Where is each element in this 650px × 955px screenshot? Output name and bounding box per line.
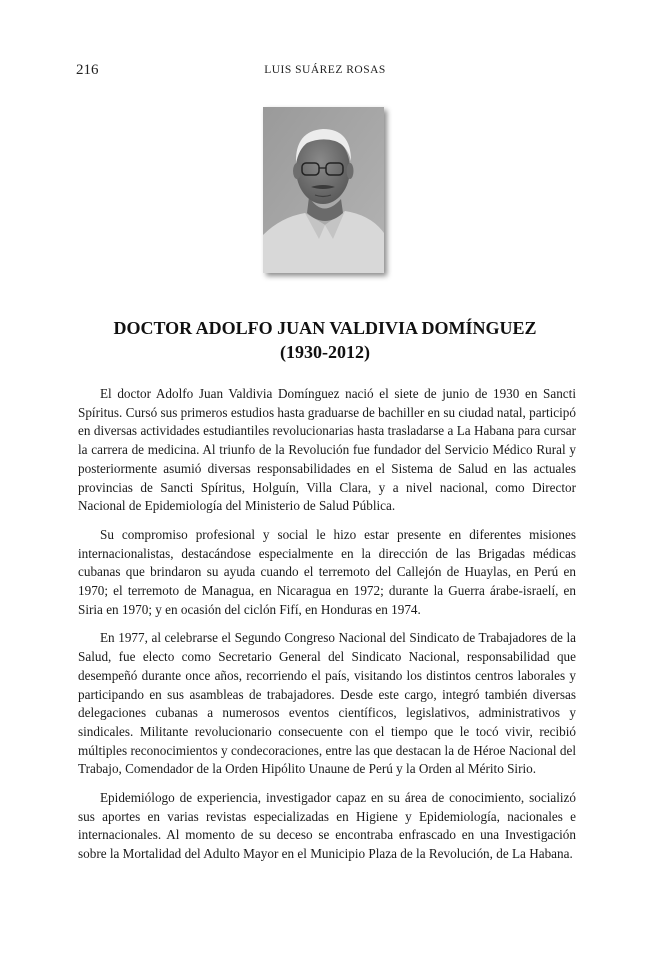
paragraph: Epidemiólogo de experiencia, investigador capaz en su área de conocimiento, socializó sus aportes en varias revistas especializadas en Higiene y Epidemiología, nacionales e internacionales. Al momento de su deceso se encontraba enfrascado en una Investigación sobre la Mortalidad del Adulto Mayor en el Municipio Plaza de la Revolución, de La Habana. [78,790,576,862]
title-name: DOCTOR ADOLFO JUAN VALDIVIA DOMÍNGUEZ [113,318,537,338]
article-title [70,316,580,364]
portrait-photo [263,107,384,273]
page-number: 216 [76,62,99,78]
paragraph: En 1977, al celebrarse el Segundo Congreso Nacional del Sindicato de Trabajadores de la Salud, fue electo como Secretario General del Sindicato Nacional, responsabilidad que desempeñó durante once años, recorriendo el país, visitando los distintos centros laborales y participando en sus asambleas de trabajadores. Desde este cargo, integró también diversas delegaciones cubanas a numerosos eventos científicos, legislativos, administrativos y sindicales. Militante revolucionario consecuente con el tiempo que le tocó vivir, recibió múltiples reconocimientos y condecoraciones, entre las que destacan la de Héroe Nacional del Trabajo, Comendador de la Orden Hipólito Unaune de Perú y la Orden al Mérito Sirio. [78,630,576,777]
title-dates: (1930-2012) [280,342,370,362]
page-header [76,62,574,84]
running-head: LUIS SUÁREZ ROSAS [264,64,386,76]
paragraph: El doctor Adolfo Juan Valdivia Domínguez nació el siete de junio de 1930 en Sancti Spíritus. Cursó sus primeros estudios hasta graduarse de bachiller en su ciudad natal, participó en diversas actividades estudiantiles revolucionarias hasta trasladarse a La Habana para cursar la carrera de medicina. Al triunfo de la Revolución fue fundador del Servicio Médico Rural y posteriormente asumió diversas responsabilidades en el Sistema de Salud en las actuales provincias de Sancti Spíritus, Holguín, Villa Clara, y a nivel nacional, como Director Nacional de Epidemiología del Ministerio de Salud Pública. [78,386,576,514]
paragraph: Su compromiso profesional y social le hizo estar presente en diferentes misiones internacionalistas, destacándose especialmente en la dirección de las Brigadas médicas cubanas que brindaron su ayuda cuando el terremoto del Callejón de Huaylas, en Perú en 1970; el terremoto de Managua, en Nicaragua en 1972; durante la Guerra árabe-israelí, en Siria en 1970; y en ocasión del ciclón Fifí, en Honduras en 1974. [78,526,576,617]
portrait-image [263,107,384,273]
article-body [78,385,576,874]
